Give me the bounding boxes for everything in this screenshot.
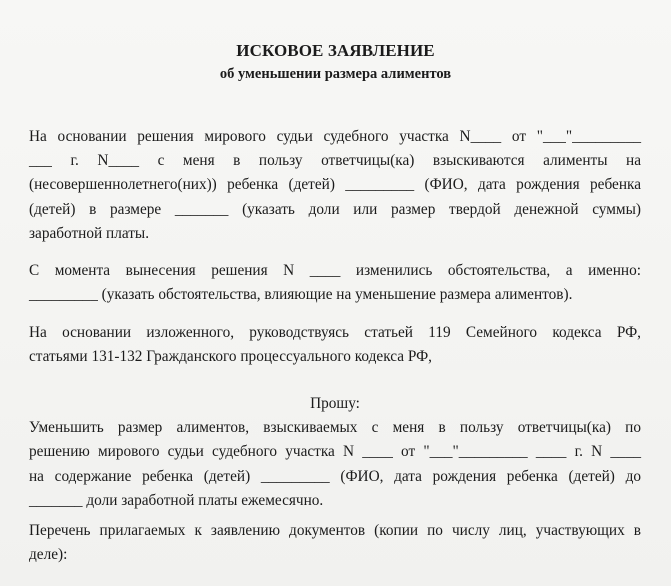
text-line: Перечень прилагаемых к заявлению документов (копии по числу лиц, участвующих в <box>29 522 641 539</box>
text-line: _______ доли заработной платы ежемесячно. <box>29 491 324 509</box>
document-subtitle: об уменьшении размера алиментов <box>219 66 452 82</box>
text-line: на содержание ребенка (детей) _________ (ФИО, дата рождения ребенка (детей) до <box>29 467 641 485</box>
paragraph-changed-circumstances <box>29 259 641 307</box>
text-line: Уменьшить размер алиментов, взыскиваемых с меня в пользу ответчицы(ка) по <box>29 419 641 437</box>
paragraph-court-decision <box>29 125 641 246</box>
text-line: (несовершеннолетнего(них)) ребенка (детей) _________ (ФИО, дата рождения ребенка <box>29 176 641 194</box>
text-line: ___ г. N____ с меня в пользу ответчицы(ка) взыскиваются алименты на <box>29 152 641 170</box>
text-line: заработной платы. <box>29 224 150 242</box>
text-line: решению мирового судьи судебного участка N ____ от "___"_________ ____ г. N ____ <box>29 443 641 461</box>
paragraph-attachments <box>29 519 641 567</box>
text-line: деле): <box>29 546 68 564</box>
text-line: На основании решения мирового судьи судебного участка N____ от "___"_________ <box>29 128 641 145</box>
paragraph-legal-basis <box>29 321 641 369</box>
paragraph-request <box>29 392 641 513</box>
document-title: ИСКОВОЕ ЗАЯВЛЕНИЕ <box>236 41 435 60</box>
text-line: На основании изложенного, руководствуясь статьей 119 Семейного кодекса РФ, <box>29 324 641 341</box>
request-heading: Прошу: <box>310 395 360 412</box>
text-line: _________ (указать обстоятельства, влияющие на уменьшение размера алиментов). <box>29 286 573 304</box>
text-line: статьями 131-132 Гражданского процессуального кодекса РФ, <box>29 348 432 366</box>
text-line: С момента вынесения решения N ____ изменились обстоятельства, а именно: <box>29 262 641 279</box>
text-line: (детей) в размере _______ (указать доли или размер твердой денежной суммы) <box>29 200 641 218</box>
